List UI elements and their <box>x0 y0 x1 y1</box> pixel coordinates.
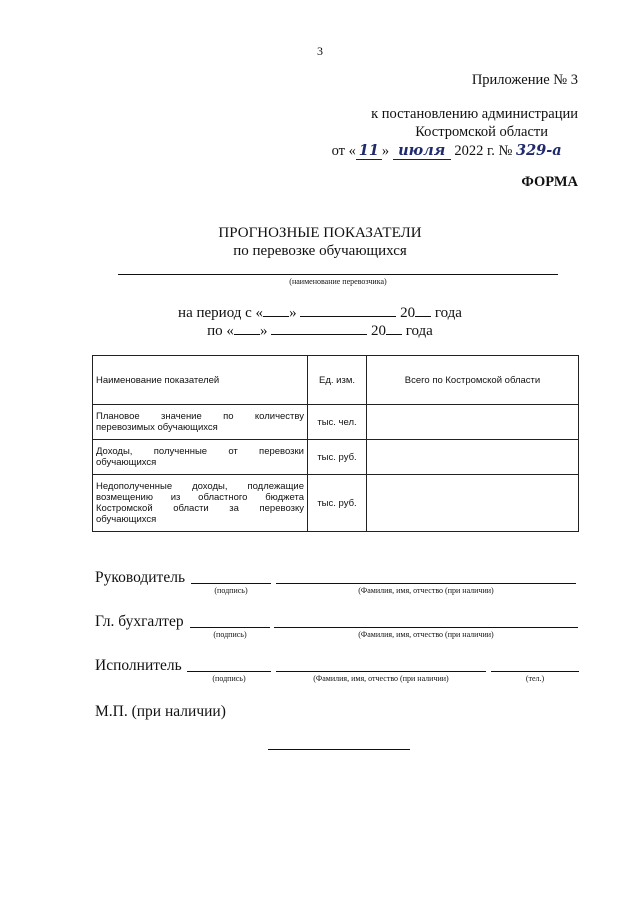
table-row <box>93 405 579 440</box>
indicators-table <box>92 355 579 532</box>
period-from-quote: » <box>289 305 297 321</box>
period-from-century: 20 <box>400 305 416 321</box>
decree-date-line <box>332 142 578 160</box>
executor-name-field[interactable] <box>276 671 486 672</box>
carrier-name-field[interactable] <box>118 274 558 275</box>
row-unit: тыс. руб. <box>308 475 367 532</box>
row-unit: тыс. чел. <box>308 405 367 440</box>
executor-label: Исполнитель <box>95 657 182 674</box>
row-indicator-name: Плановое значение по количеству перевозимых обучающихся <box>93 405 308 440</box>
row-indicator-name: Доходы, полученные от перевозки обучающихся <box>93 440 308 475</box>
decree-line-2: Костромской области <box>415 124 548 140</box>
decree-day-handwritten: 11 <box>356 142 382 160</box>
period-to-day-field[interactable] <box>234 322 260 335</box>
accountant-signature-caption: (подпись) <box>213 630 247 639</box>
form-label: ФОРМА <box>521 174 578 190</box>
executor-signature-caption: (подпись) <box>212 674 246 683</box>
executor-phone-caption: (тел.) <box>525 674 545 683</box>
head-signature-field[interactable] <box>191 583 271 584</box>
row-unit: тыс. руб. <box>308 440 367 475</box>
bottom-divider <box>268 749 410 750</box>
row-total-cell[interactable] <box>367 405 579 440</box>
accountant-signature-field[interactable] <box>190 627 270 628</box>
table-row <box>93 475 579 532</box>
carrier-name-caption: (наименование перевозчика) <box>289 277 387 286</box>
decree-from: от « <box>331 143 356 159</box>
page-number: 3 <box>317 44 323 58</box>
table-header-row <box>93 356 579 405</box>
period-to-century: 20 <box>370 323 386 339</box>
header-unit: Ед. изм. <box>308 356 367 405</box>
period-from-month-field[interactable] <box>300 304 396 317</box>
head-name-field[interactable] <box>276 583 576 584</box>
row-total-cell[interactable] <box>367 475 579 532</box>
executor-phone-field[interactable] <box>491 671 579 672</box>
decree-line-1: к постановлению администрации <box>371 106 578 122</box>
table-row <box>93 440 579 475</box>
document-title: ПРОГНОЗНЫЕ ПОКАЗАТЕЛИ <box>218 225 422 241</box>
period-to-year-word: года <box>405 323 433 339</box>
row-total-cell[interactable] <box>367 440 579 475</box>
period-to-quote: » <box>259 323 268 339</box>
row-indicator-name: Недополученные доходы, подлежащие возмещению из областного бюджета Костромской области за перевозку обучающихся <box>93 475 308 532</box>
period-from-prefix: на период с « <box>178 305 264 321</box>
executor-signature-field[interactable] <box>187 671 271 672</box>
head-name-caption: (Фамилия, имя, отчество (при наличии) <box>358 586 494 595</box>
head-label: Руководитель <box>95 569 186 586</box>
accountant-label: Гл. бухгалтер <box>95 613 184 630</box>
header-total: Всего по Костромской области <box>367 356 579 405</box>
accountant-name-field[interactable] <box>274 627 578 628</box>
executor-name-caption: (Фамилия, имя, отчество (при наличии) <box>313 674 449 683</box>
period-from-line <box>0 304 640 322</box>
period-to-year-field[interactable] <box>386 322 402 335</box>
accountant-name-caption: (Фамилия, имя, отчество (при наличии) <box>358 630 494 639</box>
stamp-label: М.П. (при наличии) <box>95 703 226 720</box>
period-to-month-field[interactable] <box>271 322 367 335</box>
decree-month-handwritten: июля <box>393 142 451 160</box>
period-from-day-field[interactable] <box>263 304 289 317</box>
period-to-line <box>0 322 640 340</box>
header-indicator-name: Наименование показателей <box>93 356 308 405</box>
period-from-year-word: года <box>434 305 462 321</box>
document-subtitle: по перевозке обучающихся <box>233 243 407 259</box>
period-to-prefix: по « <box>207 323 234 339</box>
head-signature-caption: (подпись) <box>214 586 248 595</box>
period-from-year-field[interactable] <box>415 304 431 317</box>
appendix-label: Приложение № 3 <box>471 72 578 88</box>
decree-quote-close: » <box>381 143 390 159</box>
decree-number-handwritten: 329-а <box>516 142 562 159</box>
decree-year: 2022 г. № <box>454 143 513 159</box>
